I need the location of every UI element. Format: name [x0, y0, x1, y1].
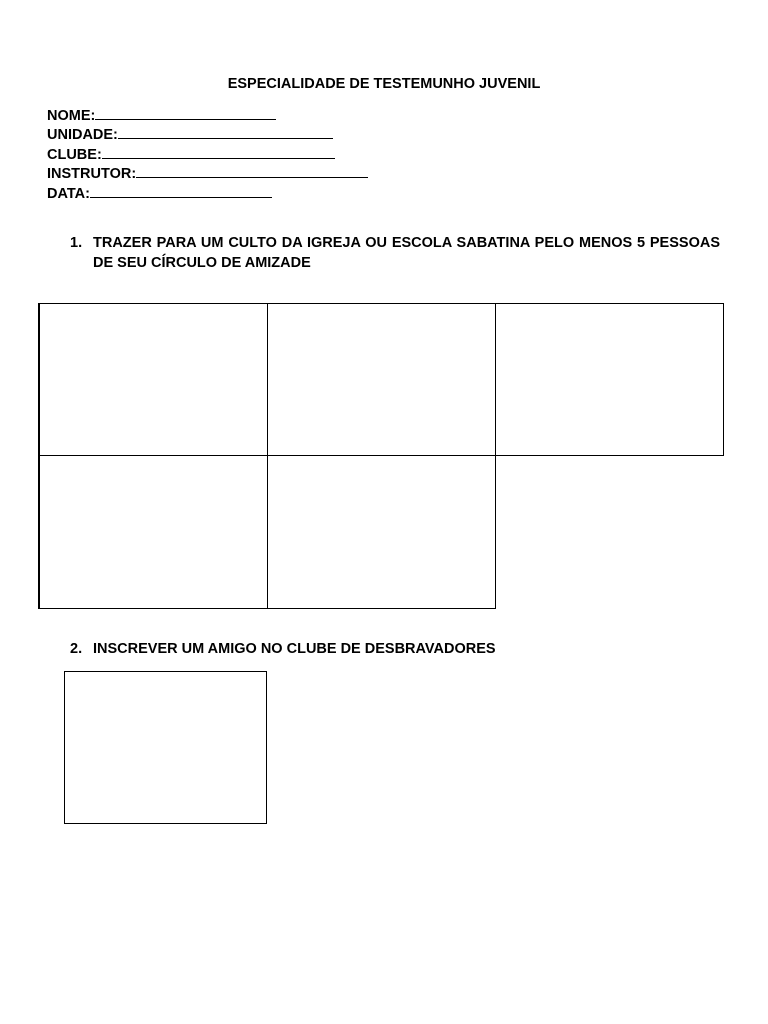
field-data	[47, 184, 447, 203]
field-line-unidade[interactable]	[118, 125, 333, 139]
photo-box-q2[interactable]	[64, 671, 267, 824]
field-unidade	[47, 125, 447, 144]
field-label-nome: NOME:	[47, 108, 96, 124]
grid-divider	[495, 455, 724, 456]
field-line-data[interactable]	[90, 184, 272, 198]
photo-box[interactable]	[495, 303, 724, 456]
field-label-data: DATA:	[47, 185, 90, 202]
question-number: 2.	[70, 641, 83, 657]
field-label-unidade: UNIDADE:	[47, 127, 118, 144]
field-line-instrutor[interactable]	[136, 164, 368, 178]
field-nome	[47, 106, 447, 125]
photo-box[interactable]	[38, 303, 268, 456]
question-1	[70, 233, 720, 273]
question-number: 1.	[70, 235, 83, 251]
field-label-clube: CLUBE:	[47, 146, 102, 163]
question-2	[70, 639, 720, 659]
photo-box[interactable]	[267, 455, 496, 609]
document-title: ESPECIALIDADE DE TESTEMUNHO JUVENIL	[227, 76, 541, 92]
photo-box[interactable]	[38, 455, 268, 609]
question-text: TRAZER PARA UM CULTO DA IGREJA OU ESCOLA SABATINA PELO MENOS 5 PESSOAS DE SEU CÍRCULO DE AMIZADE	[93, 235, 720, 271]
field-line-clube[interactable]	[102, 145, 335, 159]
photo-box[interactable]	[267, 303, 496, 456]
field-label-instrutor: INSTRUTOR:	[47, 166, 137, 183]
field-clube	[47, 145, 447, 164]
identification-fields	[47, 106, 447, 203]
field-line-nome[interactable]	[95, 106, 276, 120]
question-text: INSCREVER UM AMIGO NO CLUBE DE DESBRAVADORES	[93, 641, 496, 657]
field-instrutor	[47, 164, 447, 183]
